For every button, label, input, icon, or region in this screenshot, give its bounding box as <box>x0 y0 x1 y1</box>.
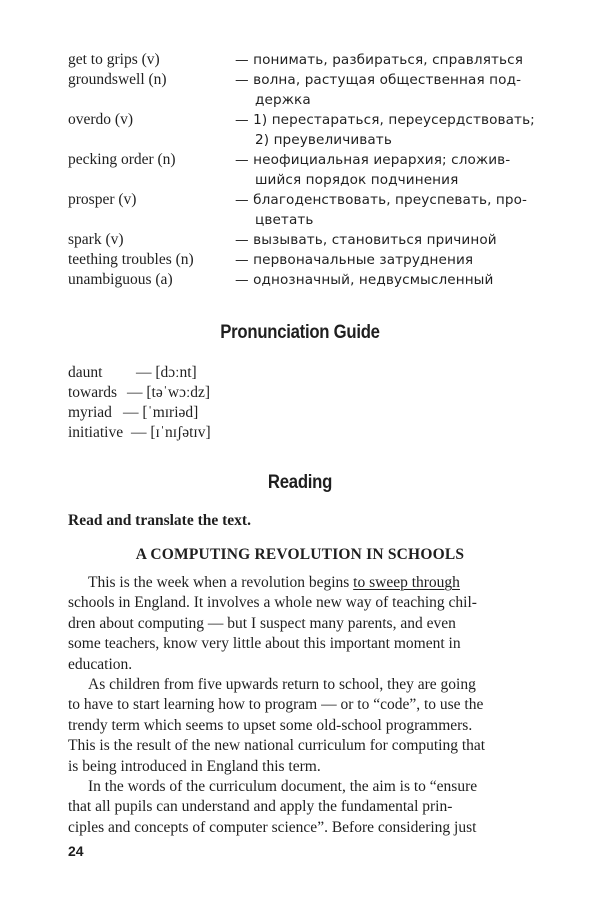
vocab-term: groundswell (n) <box>68 71 167 88</box>
article-body <box>68 573 534 838</box>
underlined-phrase: to sweep through <box>353 574 460 591</box>
text-line: In the words of the curriculum document, the aim is to “ensure <box>88 778 478 796</box>
definition-line: 2) преувеличивать <box>255 132 392 148</box>
vocab-definition <box>235 230 538 250</box>
vocab-entry <box>68 250 538 270</box>
definition-line: — однозначный, недвусмысленный <box>235 272 494 288</box>
definition-line: — 1) перестараться, переусердствовать; <box>235 112 535 128</box>
vocab-entry <box>68 190 538 230</box>
vocab-definition <box>235 110 538 150</box>
vocab-term: get to grips (v) <box>68 51 160 68</box>
text-line: that all pupils can understand and apply the fundamental prin- <box>68 798 453 816</box>
vocab-term: pecking order (n) <box>68 151 176 168</box>
text-line: is being introduced in England this term. <box>68 757 321 775</box>
vocabulary-list <box>68 50 538 290</box>
vocab-entry <box>68 70 538 110</box>
vocab-entry <box>68 110 538 150</box>
definition-line: — вызывать, становиться причиной <box>235 232 497 248</box>
text-line: schools in England. It involves a whole new way of teaching chil- <box>68 594 477 612</box>
text-line <box>68 573 534 593</box>
article-title: A COMPUTING REVOLUTION IN SCHOOLS <box>135 546 465 563</box>
vocab-term: overdo (v) <box>68 111 133 128</box>
text-line: some teachers, know very little about this important moment in <box>68 635 461 653</box>
vocab-definition <box>235 270 538 290</box>
vocab-definition <box>235 250 538 270</box>
text-line: As children from five upwards return to school, they are going <box>88 676 476 694</box>
pron-ipa: — [ɪˈnɪʃətɪv] <box>131 424 211 441</box>
definition-line: — волна, растущая общественная под- <box>235 72 522 88</box>
vocab-entry <box>68 50 538 70</box>
vocab-term: prosper (v) <box>68 191 137 208</box>
vocab-definition <box>235 190 538 230</box>
reading-instruction: Read and translate the text. <box>68 512 251 529</box>
vocab-term: teething troubles (n) <box>68 251 194 268</box>
pron-word: myriad <box>68 404 112 421</box>
text-line: dren about computing — but I suspect many parents, and even <box>68 614 456 632</box>
definition-line: цветать <box>255 212 314 228</box>
vocab-term: unambiguous (a) <box>68 271 173 288</box>
vocab-term: spark (v) <box>68 231 124 248</box>
pron-ipa: — [dɔːnt] <box>136 364 197 381</box>
definition-line: — первоначальные затруднения <box>235 252 474 268</box>
pronunciation-list <box>68 363 368 443</box>
definition-line: шийся порядок подчинения <box>255 172 459 188</box>
vocab-entry <box>68 230 538 250</box>
pron-word: towards <box>68 384 118 401</box>
pron-ipa: — [təˈwɔːdz] <box>127 384 211 401</box>
vocab-definition <box>235 70 538 110</box>
definition-line: — благоденствовать, преуспевать, про- <box>235 192 528 208</box>
reading-heading: Reading <box>267 472 333 493</box>
vocab-entry <box>68 150 538 190</box>
pronunciation-entry <box>68 423 368 443</box>
text-line: to have to start learning how to program — or to “code”, to use the <box>68 696 484 714</box>
paragraph <box>68 777 534 838</box>
pron-word: initiative <box>68 424 124 441</box>
text-line: trendy term which seems to upset some old-school programmers. <box>68 716 473 734</box>
vocab-definition <box>235 50 538 70</box>
text-line: This is the result of the new national curriculum for computing that <box>68 737 486 755</box>
text-line: ciples and concepts of computer science”. Before considering just <box>68 818 477 836</box>
pronunciation-entry <box>68 363 368 383</box>
vocab-definition <box>235 150 538 190</box>
definition-line: держка <box>255 92 311 108</box>
pronunciation-entry <box>68 403 368 423</box>
definition-line: — понимать, разбираться, справляться <box>235 52 523 68</box>
page-number: 24 <box>68 843 84 859</box>
pronunciation-heading: Pronunciation Guide <box>220 322 380 343</box>
paragraph <box>68 675 534 777</box>
pronunciation-entry <box>68 383 368 403</box>
vocab-entry <box>68 270 538 290</box>
pron-word: daunt <box>68 364 103 381</box>
paragraph <box>68 573 534 675</box>
text-line: education. <box>68 655 133 673</box>
text-span: This is the week when a revolution begins <box>88 574 354 591</box>
definition-line: — неофициальная иерархия; сложив- <box>235 152 511 168</box>
pron-ipa: — [ˈmɪriəd] <box>123 404 199 421</box>
